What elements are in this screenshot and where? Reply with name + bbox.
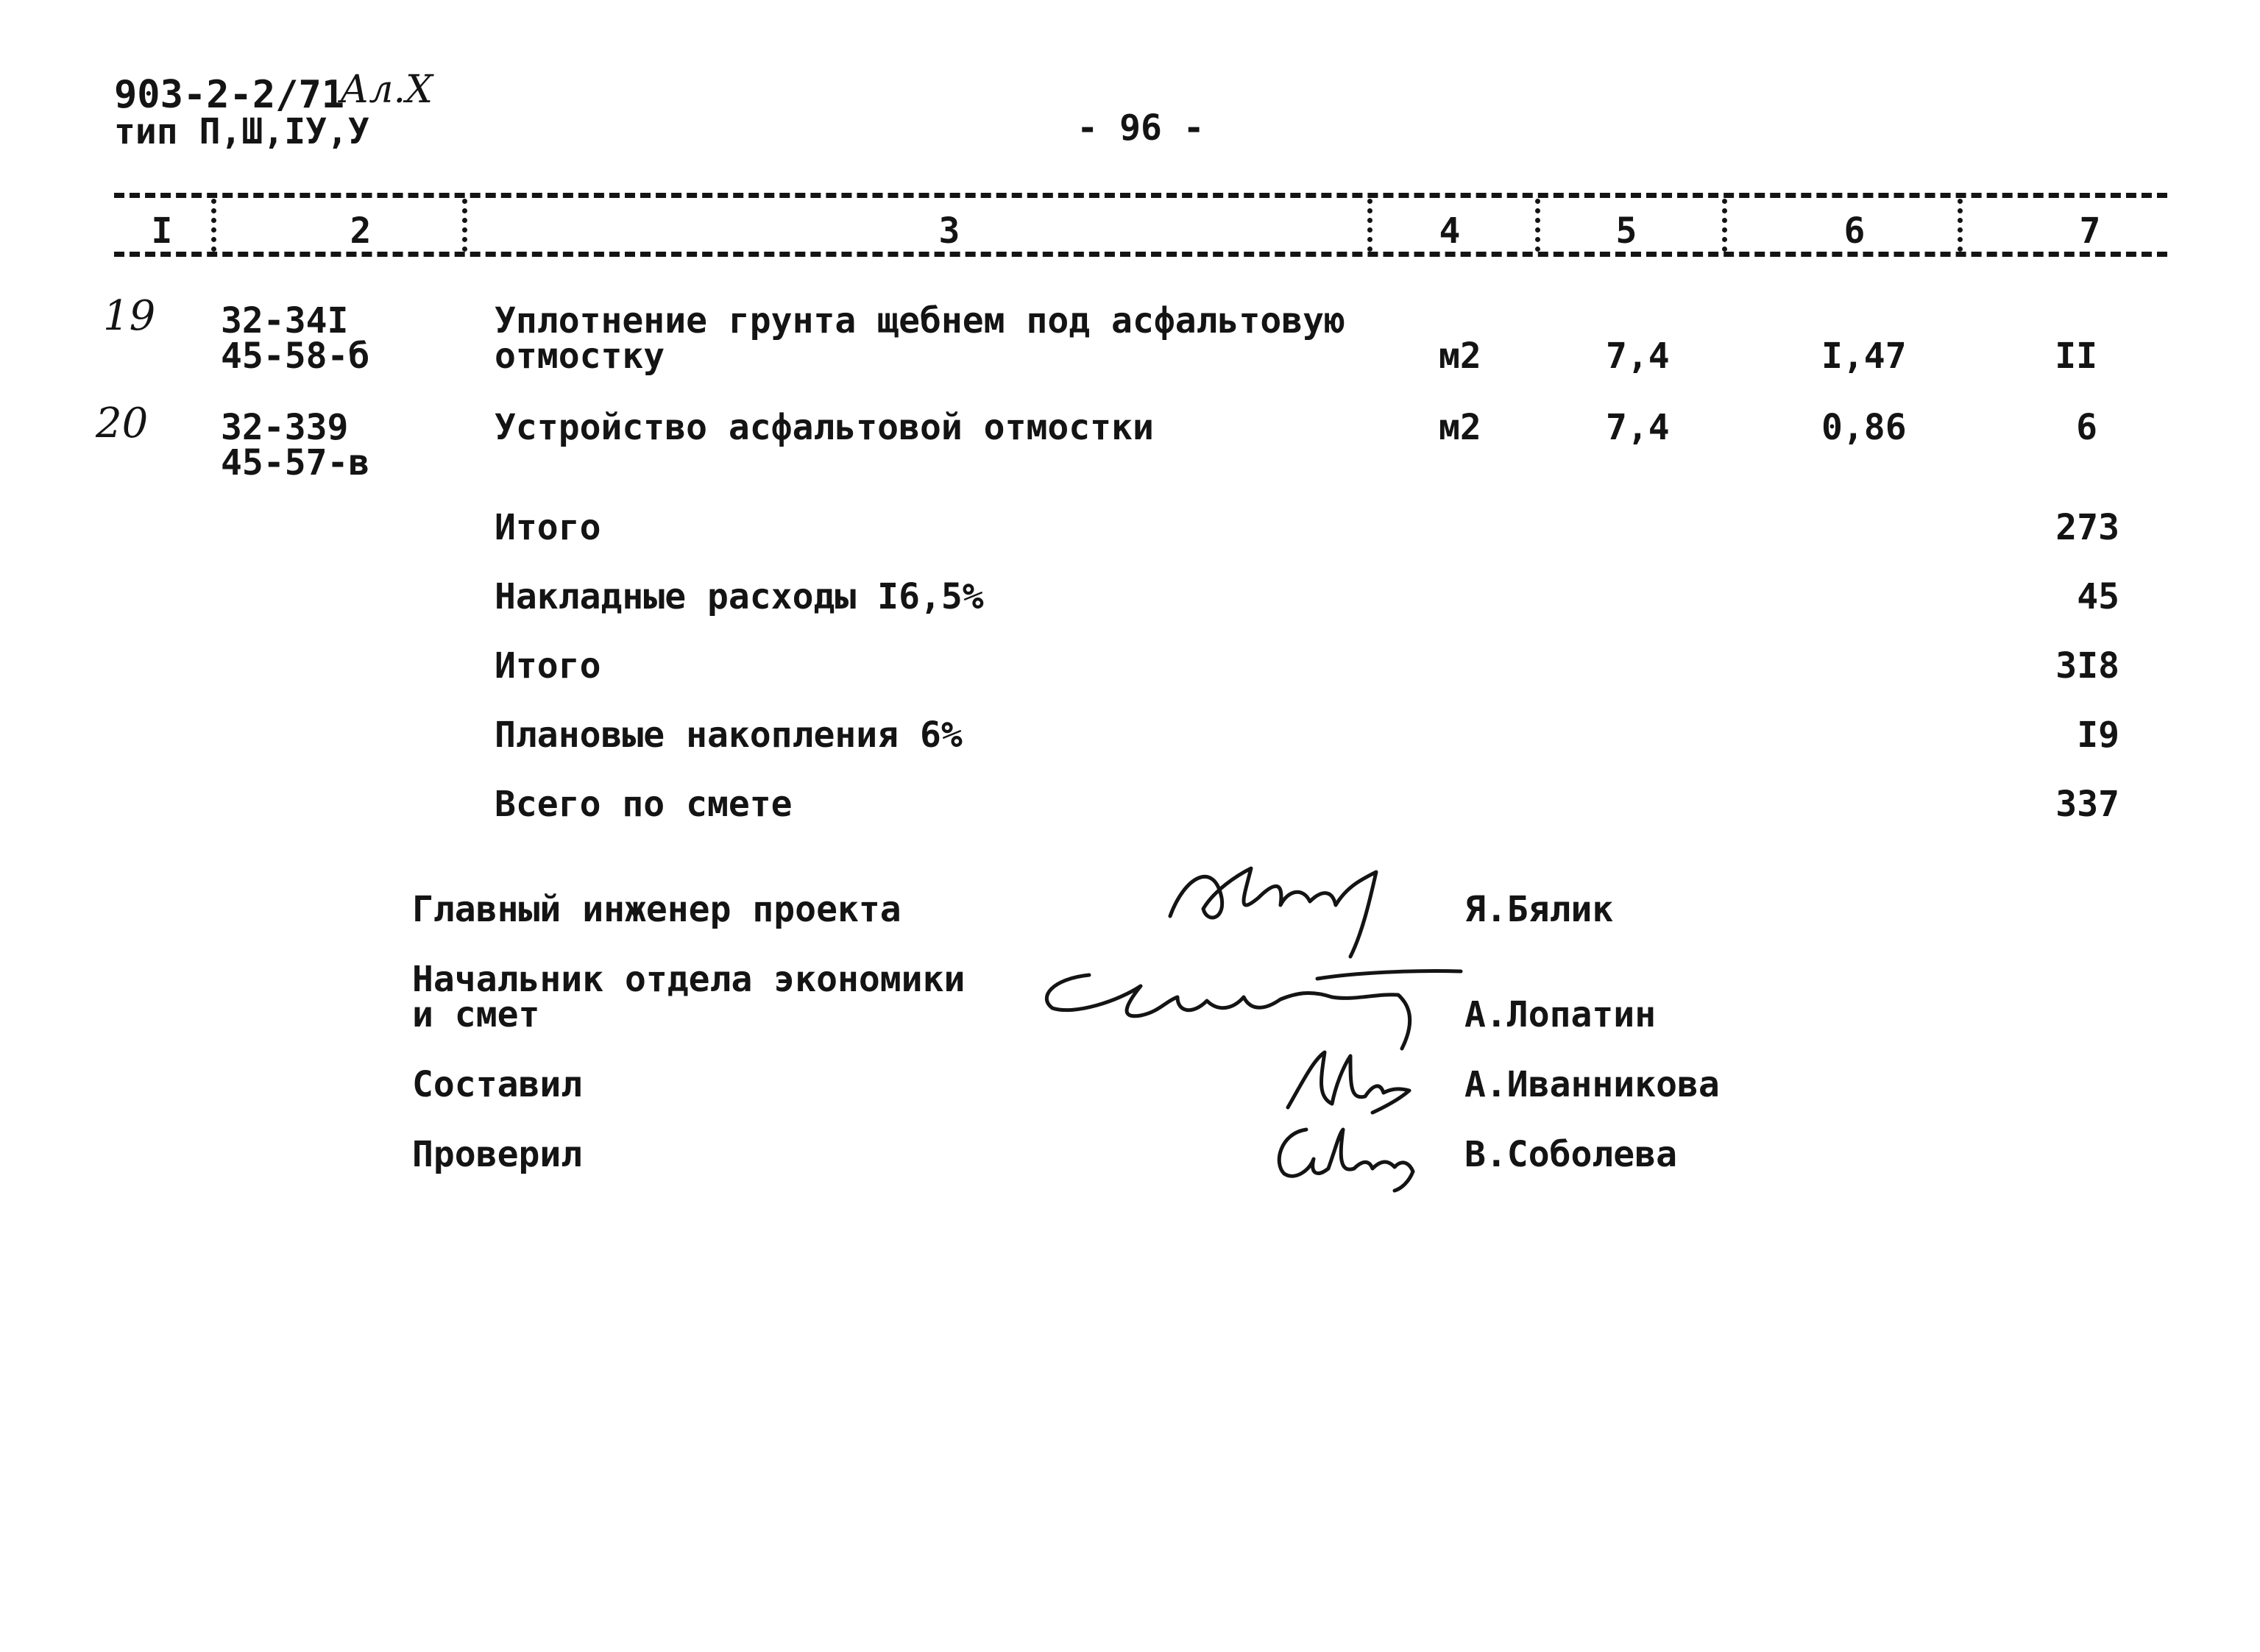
column-header-6: 6 — [1843, 210, 1866, 252]
header-bottom-dashed-line — [114, 252, 2167, 257]
column-separator — [1722, 199, 1727, 252]
column-header-1: I — [151, 210, 173, 252]
row-code: 32-34I — [221, 300, 349, 341]
signatory-role: Проверил — [412, 1134, 583, 1175]
summary-label: Итого — [495, 507, 601, 548]
summary-value: I9 — [2077, 715, 2119, 756]
column-separator — [462, 199, 467, 252]
column-separator — [1367, 199, 1372, 252]
row-quantity: 7,4 — [1606, 336, 1670, 377]
row-unit: м2 — [1439, 407, 1481, 448]
column-separator — [211, 199, 216, 252]
row-unit-price: 0,86 — [1821, 407, 1907, 448]
row-number: 19 — [103, 292, 156, 340]
summary-value: 337 — [2055, 784, 2119, 825]
row-unit-price: I,47 — [1821, 336, 1907, 377]
column-header-2: 2 — [350, 210, 372, 252]
column-header-4: 4 — [1439, 210, 1461, 252]
column-header-7: 7 — [2079, 210, 2101, 252]
document-code-handwritten-note: Ал.Х — [340, 68, 433, 112]
summary-label: Плановые накопления 6% — [495, 715, 963, 756]
column-header-5: 5 — [1615, 210, 1637, 252]
column-separator — [1535, 199, 1540, 252]
document-code: 903-2-2/71 — [114, 73, 345, 117]
row-code-secondary: 45-58-б — [221, 336, 370, 377]
row-description-continued: отмостку — [495, 336, 665, 377]
row-total: II — [2055, 336, 2097, 377]
signatory-name: А.Лопатин — [1464, 994, 1657, 1035]
summary-label: Накладные расходы I6,5% — [495, 576, 984, 617]
handwritten-signature — [1280, 1045, 1420, 1119]
row-total: 6 — [2076, 407, 2097, 448]
summary-value: 45 — [2077, 576, 2119, 617]
document-type: тип П,Ш,IУ,У — [114, 111, 369, 152]
signatory-name: А.Иванникова — [1464, 1064, 1720, 1105]
page-number: - 96 - — [1077, 107, 1205, 149]
row-code: 32-339 — [221, 407, 349, 448]
handwritten-signature — [1030, 957, 1464, 1052]
handwritten-signature — [1266, 1119, 1420, 1192]
column-separator — [1958, 199, 1963, 252]
signatory-role: Начальник отдела экономики — [412, 959, 966, 1000]
row-number: 20 — [96, 400, 149, 447]
header-top-dashed-line — [114, 193, 2167, 198]
summary-label: Итого — [495, 645, 601, 687]
summary-value: 3I8 — [2055, 645, 2119, 687]
summary-value: 273 — [2055, 507, 2119, 548]
row-description: Уплотнение грунта щебнем под асфальтовую — [495, 300, 1345, 341]
row-code-secondary: 45-57-в — [221, 442, 370, 483]
signatory-role: Главный инженер проекта — [412, 889, 901, 930]
row-description: Устройство асфальтовой отмостки — [495, 407, 1154, 448]
handwritten-signature — [1163, 846, 1398, 971]
row-quantity: 7,4 — [1606, 407, 1670, 448]
summary-label: Всего по смете — [495, 784, 793, 825]
column-header-3: 3 — [938, 210, 960, 252]
signatory-name: Я.Бялик — [1464, 889, 1614, 930]
row-unit: м2 — [1439, 336, 1481, 377]
signatory-role-continued: и смет — [412, 994, 540, 1035]
signatory-name: В.Соболева — [1464, 1134, 1677, 1175]
signatory-role: Составил — [412, 1064, 583, 1105]
